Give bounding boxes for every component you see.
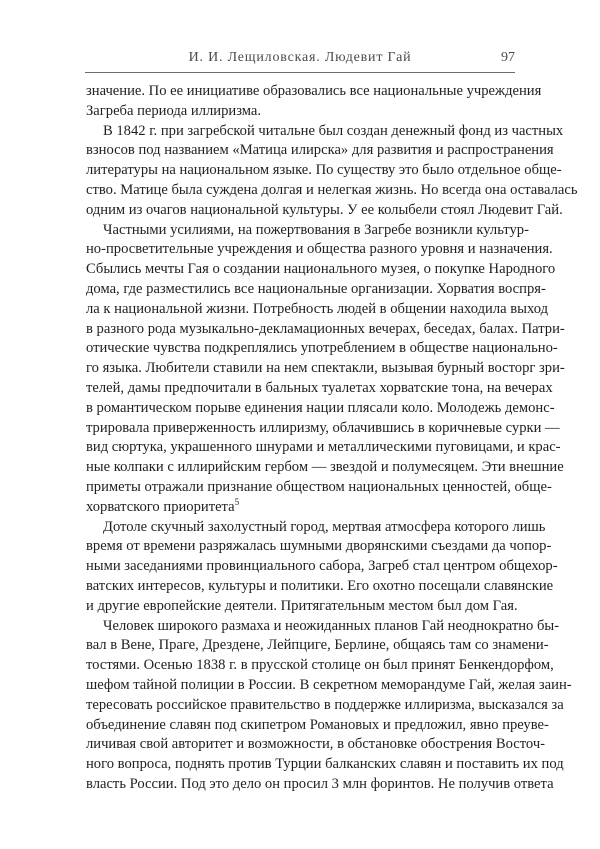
line-text: ла к национальной жизни. Потребность людей в общении находила выход <box>86 300 549 317</box>
line-text: тересовать российское правительство в поддержке иллиризма, высказался за <box>86 696 564 713</box>
text-line <box>86 636 549 656</box>
line-text: личивая свой авторитет и возможности, в обстановке обострения Восточ- <box>86 736 546 753</box>
line-text: взносов под названием «Матица илирска» для развития и распространения <box>86 142 554 159</box>
text-line <box>86 458 564 478</box>
text-line <box>86 438 561 458</box>
text-line <box>86 300 549 320</box>
line-text: в разного рода музыкально-декламационных вечерах, беседах, балах. Патри- <box>86 320 565 337</box>
text-line <box>86 221 529 241</box>
paragraph <box>86 122 578 221</box>
line-text: власть России. Под это дело он просил 3 млн форинтов. Не получив ответа <box>86 775 554 792</box>
line-text: ного вопроса, поднять против Турции балканских славян и поставить их под <box>86 756 564 773</box>
line-text: Частными усилиями, на пожертвования в Загребе возникли культур- <box>103 221 529 238</box>
line-text: в романтическом порыве единения нации плясали коло. Молодежь демонс- <box>86 399 555 416</box>
line-text: Загреба периода иллиризма. <box>86 102 262 119</box>
page-header <box>85 44 515 74</box>
text-line <box>86 399 555 419</box>
line-text: литературы на национальном языке. По существу это было отдельное обще- <box>86 162 562 179</box>
line-text: ватских интересов, культуры и политики. Его охотно посещали славянские <box>86 577 554 594</box>
line-text: отические чувства подкреплялись употреблением в обществе национально- <box>86 340 558 357</box>
line-text: дома, где разместились все национальные организации. Хорватия воспря- <box>86 280 546 297</box>
text-line <box>86 498 516 518</box>
text-line <box>86 102 516 122</box>
text-line <box>86 775 554 795</box>
text-line <box>86 240 553 260</box>
line-text: Дотоле скучный захолустный город, мертвая атмосфера которого лишь <box>103 518 546 535</box>
text-line <box>86 597 516 617</box>
text-line <box>86 518 546 538</box>
line-text: го языка. Любители ставили на нем спектакли, вызывая бурный восторг зри- <box>86 360 565 377</box>
text-line <box>86 181 578 201</box>
text-line <box>86 735 546 755</box>
paragraph <box>86 221 565 518</box>
text-line <box>86 656 554 676</box>
line-text: шефом тайной полиции в России. В секретном меморандуме Гай, желая заин- <box>86 676 572 693</box>
text-line <box>86 339 558 359</box>
line-text: телей, дамы предпочитали в бальных туалетах хорватские тона, на вечерах <box>86 379 553 396</box>
body-text <box>86 82 578 795</box>
text-line <box>86 122 564 142</box>
text-line <box>86 537 552 557</box>
text-line <box>86 359 565 379</box>
paragraph <box>86 82 542 122</box>
page-number: 97 <box>501 50 515 65</box>
text-line <box>86 716 549 736</box>
text-line <box>86 557 558 577</box>
text-line <box>86 478 552 498</box>
text-line <box>86 617 560 637</box>
line-text: значение. По ее инициативе образовались все национальные учреждения <box>86 83 542 99</box>
text-line <box>86 260 556 280</box>
footnote-marker[interactable]: 5 <box>234 496 240 507</box>
text-line <box>86 755 564 775</box>
line-text: время от времени разряжалась шумными дворянскими съездами да чопор- <box>86 538 552 555</box>
line-text: но-просветительные учреждения и общества разного уровня и назначения. <box>86 241 553 258</box>
text-line <box>86 320 565 340</box>
text-line <box>86 82 542 102</box>
line-text: хорватского приоритета <box>86 498 235 515</box>
running-head: И. И. Лещиловская. Людевит Гай <box>188 50 412 65</box>
text-line <box>86 419 560 439</box>
text-line <box>86 379 553 399</box>
paragraph <box>86 518 558 617</box>
line-text: Человек широкого размаха и неожиданных планов Гай неоднократно бы- <box>103 617 560 634</box>
line-text: одним из очагов национальной культуры. У ее колыбели стоял Людевит Гай. <box>86 201 563 218</box>
paragraph <box>86 617 572 795</box>
header-rule <box>85 72 515 73</box>
line-text: и другие европейские деятели. Притягательным местом был дом Гая. <box>86 597 518 614</box>
line-text: Сбылись мечты Гая о создании национального музея, о покупке Народного <box>86 261 556 278</box>
text-line <box>86 577 554 597</box>
line-text: вид сюртука, украшенного шнурами и металлическими пуговицами, и крас- <box>86 439 561 456</box>
line-text: объединение славян под скипетром Романовых и предложил, явно преуве- <box>86 716 549 733</box>
text-line <box>86 676 572 696</box>
text-line <box>86 161 562 181</box>
text-line <box>86 141 554 161</box>
text-line <box>86 696 564 716</box>
line-text: вал в Вене, Праге, Дрездене, Лейпциге, Берлине, общаясь там со знамени- <box>86 637 549 654</box>
text-line <box>86 201 563 221</box>
line-text: ные колпаки с иллирийским гербом — звездой и полумесяцем. Эти внешние <box>86 459 564 476</box>
text-line <box>86 280 546 300</box>
line-text: ными заседаниями провинциального сабора, Загреб стал центром общехор- <box>86 558 558 575</box>
line-text: трировала приверженность иллиризму, облачившись в коричневые сурки — <box>86 419 560 436</box>
line-text: тостями. Осенью 1838 г. в прусской столице он был принят Бенкендорфом, <box>86 657 554 674</box>
line-text: приметы отражали признание обществом национальных ценностей, обще- <box>86 478 552 495</box>
line-text: В 1842 г. при загребской читальне был создан денежный фонд из частных <box>103 122 564 139</box>
line-text: ство. Матице была суждена долгая и нелегкая жизнь. Но всегда она оставалась <box>86 181 578 198</box>
